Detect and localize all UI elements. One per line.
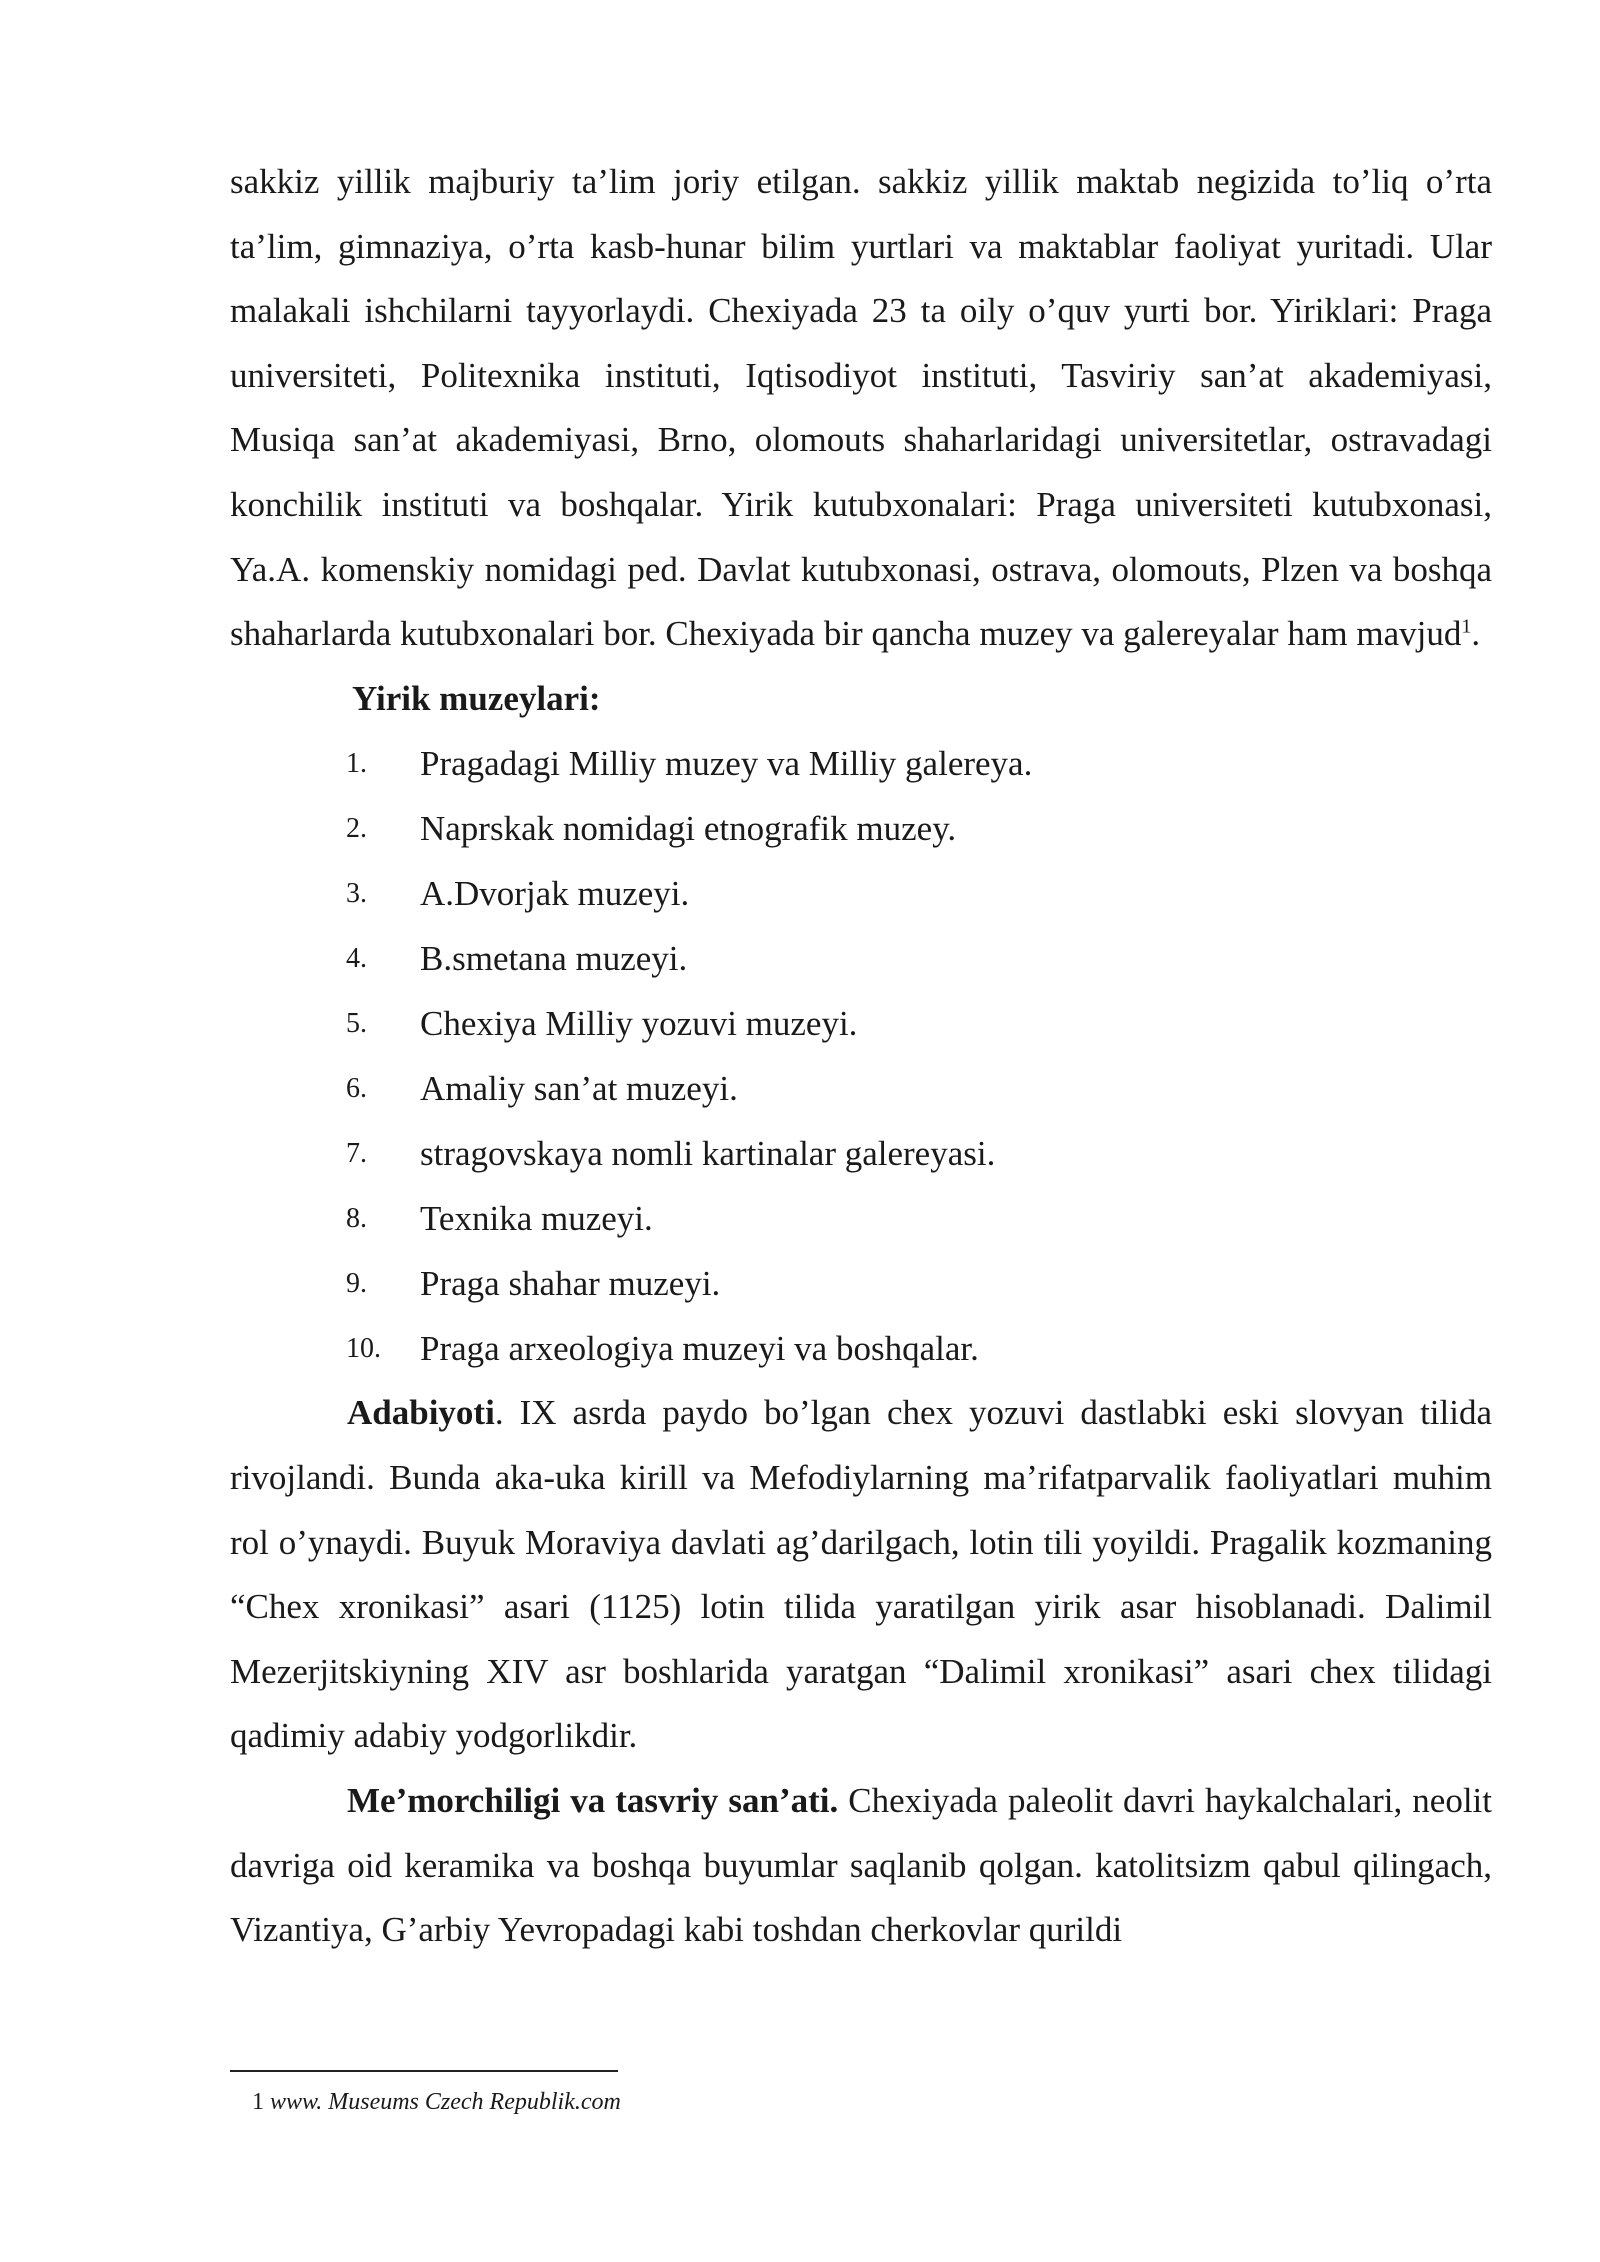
list-number: 4. bbox=[346, 943, 367, 975]
architecture-paragraph bbox=[230, 1769, 1492, 1963]
list-text: Amaliy san’at muzeyi. bbox=[420, 1069, 738, 1109]
list-number: 2. bbox=[346, 813, 367, 845]
list-text: Naprskak nomidagi etnografik muzey. bbox=[420, 809, 957, 849]
list-number: 3. bbox=[346, 878, 367, 910]
list-number: 7. bbox=[346, 1138, 367, 1170]
museums-heading: Yirik muzeylari: bbox=[352, 678, 601, 718]
list-number: 6. bbox=[346, 1073, 367, 1105]
footnote-reference: 1 bbox=[1461, 615, 1472, 638]
list-item bbox=[230, 926, 1492, 991]
list-item bbox=[230, 1056, 1492, 1121]
page-content bbox=[230, 150, 1492, 1963]
intro-paragraph bbox=[230, 150, 1492, 667]
list-item bbox=[230, 1251, 1492, 1316]
list-item bbox=[230, 861, 1492, 926]
museums-list bbox=[230, 731, 1492, 1381]
list-item bbox=[230, 731, 1492, 796]
intro-end: . bbox=[1471, 614, 1481, 654]
literature-paragraph bbox=[230, 1381, 1492, 1769]
footnote-number: 1 bbox=[252, 2089, 264, 2115]
list-item bbox=[230, 1121, 1492, 1186]
literature-text: . IX asrda paydo bo’lgan chex yozuvi dastlabki eski slovyan tilida rivojlandi. Bunda aka-uka kirill va Mefodiylarning ma’rifatparvalik faoliyatlari muhim rol o’ynaydi. Buyuk Moraviya davlati ag’darilgach, lotin tili yoyildi. Pragalik kozmaning “Chex xronikasi” asari (1125) lotin tilida yaratilgan yirik asar hisoblanadi. Dalimil Mezerjitskiyning XIV asr boshlarida yaratgan “Dalimil xronikasi” asari chex tilidagi qadimiy adabiy yodgorlikdir. bbox=[230, 1393, 1492, 1756]
list-text: Texnika muzeyi. bbox=[420, 1199, 653, 1239]
list-text: Praga arxeologiya muzeyi va boshqalar. bbox=[420, 1329, 979, 1369]
list-number: 9. bbox=[346, 1268, 367, 1300]
list-text: Pragadagi Milliy muzey va Milliy galereya. bbox=[420, 744, 1033, 784]
list-number: 8. bbox=[346, 1203, 367, 1235]
list-item bbox=[230, 991, 1492, 1056]
architecture-title: Me’morchiligi va tasvriy san’ati. bbox=[347, 1780, 839, 1820]
footnote bbox=[252, 2086, 621, 2118]
list-text: A.Dvorjak muzeyi. bbox=[420, 874, 690, 914]
list-number: 1. bbox=[346, 748, 367, 780]
list-text: stragovskaya nomli kartinalar galereyasi. bbox=[420, 1134, 996, 1174]
architecture-text: Chexiyada paleolit davri haykalchalari, neolit davriga oid keramika va boshqa buyumlar saqlanib qolgan. katolitsizm qabul qilingach, Vizantiya, G’arbiy Yevropadagi kabi toshdan cherkovlar qurildi bbox=[230, 1780, 1492, 1950]
footnote-divider bbox=[230, 2070, 618, 2072]
list-item bbox=[230, 1186, 1492, 1251]
footnote-text: www. Museums Czech Republik.com bbox=[270, 2089, 621, 2115]
list-text: Chexiya Milliy yozuvi muzeyi. bbox=[420, 1004, 858, 1044]
intro-text: sakkiz yillik majburiy ta’lim joriy etilgan. sakkiz yillik maktab negizida to’liq o’rta ta’lim, gimnaziya, o’rta kasb-hunar bilim yurtlari va maktablar faoliyat yuritadi. Ular malakali ishchilarni tayyorlaydi. Chexiyada 23 ta oily o’quv yurti bor. Yiriklari: Praga universiteti, Politexnika instituti, Iqtisodiyot instituti, Tasviriy san’at akademiyasi, Musiqa san’at akademiyasi, Brno, olomouts shaharlaridagi universitetlar, ostravadagi konchilik instituti va boshqalar. Yirik kutubxonalari: Praga universiteti kutubxonasi, Ya.A. komenskiy nomidagi ped. Davlat kutubxonasi, ostrava, olomouts, Plzen va boshqa shaharlarda kutubxonalari bor. Chexiyada bir qancha muzey va galereyalar ham mavjud bbox=[230, 162, 1492, 654]
list-number: 5. bbox=[346, 1008, 367, 1040]
list-text: B.smetana muzeyi. bbox=[420, 939, 688, 979]
list-text: Praga shahar muzeyi. bbox=[420, 1264, 721, 1304]
list-item bbox=[230, 1316, 1492, 1381]
literature-title: Adabiyoti bbox=[347, 1393, 495, 1433]
list-item bbox=[230, 796, 1492, 861]
list-number: 10. bbox=[346, 1333, 381, 1365]
